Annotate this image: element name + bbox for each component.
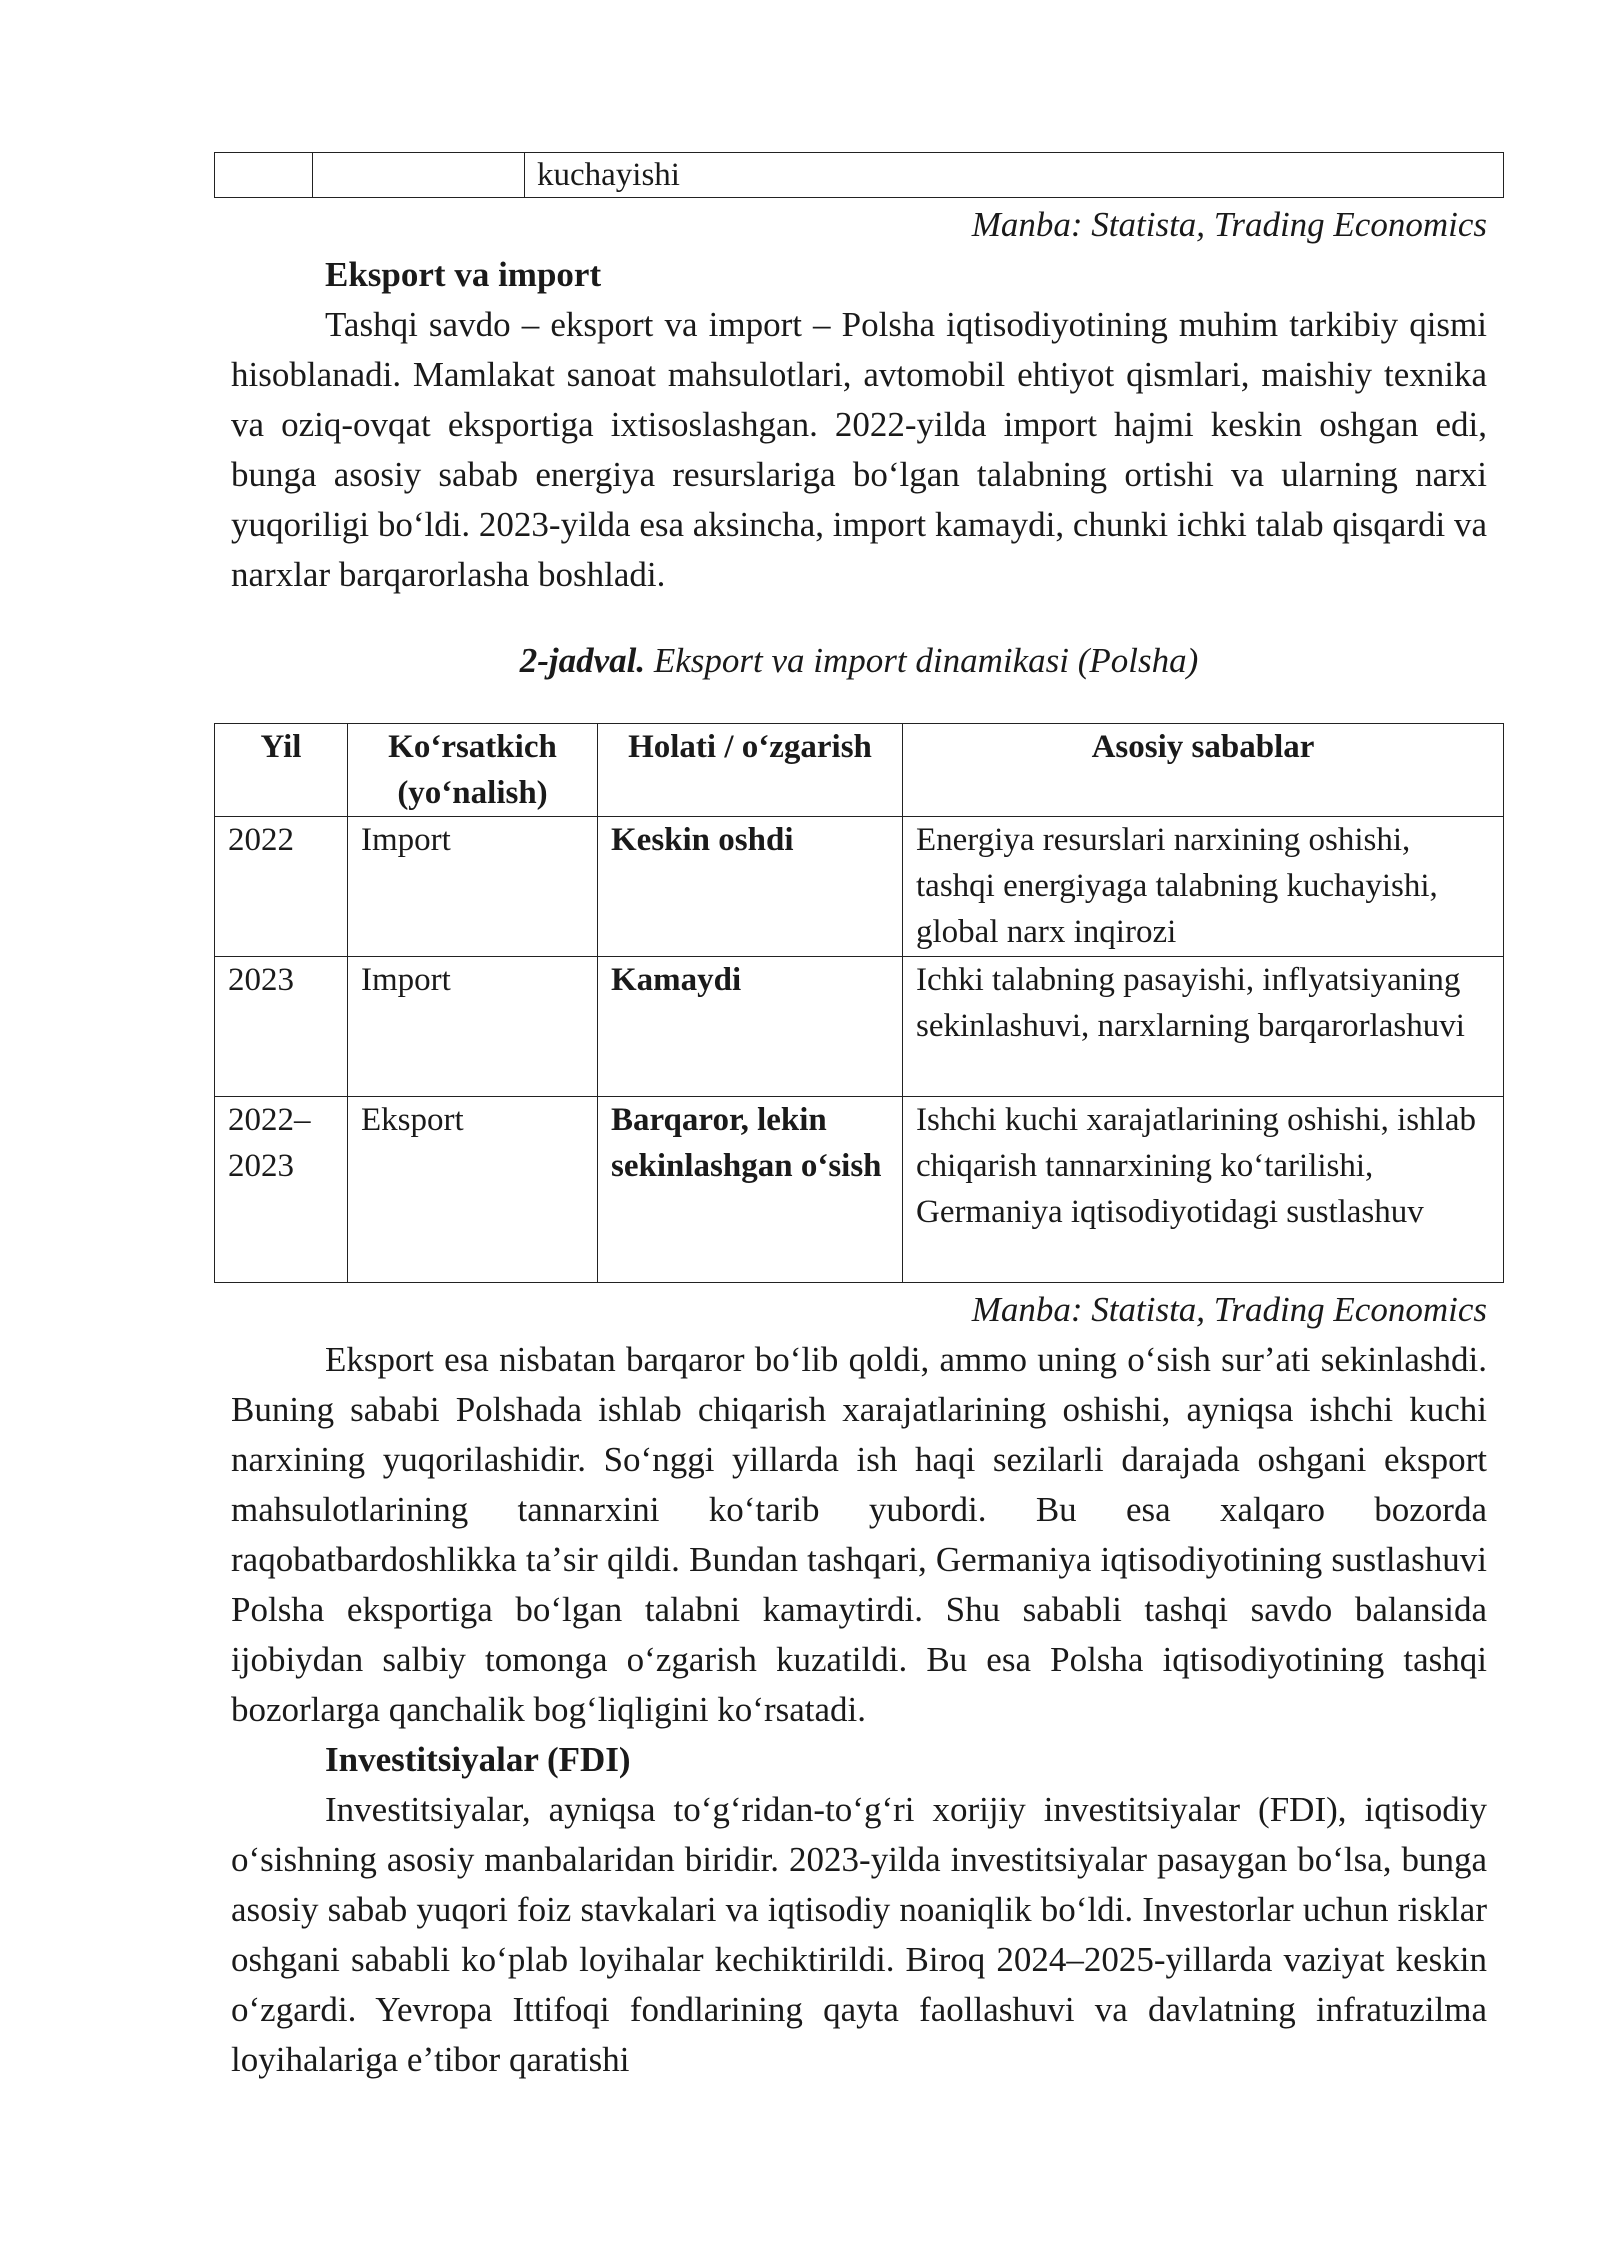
header-indicator: Koʻrsatkich (yoʻnalish): [348, 724, 598, 817]
paragraph-investments: Investitsiyalar, ayniqsa toʻgʻridan-toʻgʻri xorijiy investitsiyalar (FDI), iqtisodiy oʻsishning asosiy manbalaridan biridir. 2023-yilda investitsiyalar pasaygan boʻlsa, bunga asosiy sabab yuqori foiz stavkalari va iqtisodiy noaniqlik boʻldi. Investorlar uchun risklar oshgani sababli koʻplab loyihalar kechiktirildi. Biroq 2024–2025-yillarda vaziyat keskin oʻzgardi. Yevropa Ittifoqi fondlarining qayta faollashuvi va davlatning infratuzilma loyihalariga eʼtibor qaratishi: [231, 1790, 1487, 2079]
cell-year: 2022: [215, 817, 348, 957]
table-cell: [215, 153, 313, 198]
export-import-table: [214, 723, 1504, 1283]
table-caption-text: Eksport va import dinamikasi (Polsha): [645, 641, 1199, 680]
header-year: Yil: [215, 724, 348, 817]
table-caption-label: 2-jadval.: [519, 641, 646, 680]
table-header-row: [215, 724, 1504, 817]
paragraph-export-import: Tashqi savdo – eksport va import – Polsha iqtisodiyotining muhim tarkibiy qismi hisoblanadi. Mamlakat sanoat mahsulotlari, avtomobil ehtiyot qismlari, maishiy texnika va oziq-ovqat eksportiga ixtisoslashgan. 2022-yilda import hajmi keskin oshgan edi, bunga asosiy sabab energiya resurslariga boʻlgan talabning ortishi va ularning narxi yuqoriligi boʻldi. 2023-yilda esa aksincha, import kamaydi, chunki ichki talab qisqardi va narxlar barqarorlasha boshladi.: [231, 305, 1487, 594]
table-row: [215, 1097, 1504, 1283]
cell-year: 2022–2023: [215, 1097, 348, 1283]
cell-indicator: Import: [348, 817, 598, 957]
table-row: [215, 817, 1504, 957]
cell-indicator: Eksport: [348, 1097, 598, 1283]
section-heading-investments: Investitsiyalar (FDI): [325, 1740, 631, 1779]
header-status: Holati / oʻzgarish: [598, 724, 903, 817]
cell-status: Keskin oshdi: [598, 817, 903, 957]
table-caption: [231, 636, 1487, 686]
paragraph-export-analysis: Eksport esa nisbatan barqaror boʻlib qoldi, ammo uning oʻsish surʼati sekinlashdi. Buning sababi Polshada ishlab chiqarish xarajatlarining oshishi, ayniqsa ishchi kuchi narxining yuqorilashidir. Soʻnggi yillarda ish haqi sezilarli darajada oshgani eksport mahsulotlarining tannarxini koʻtarib yubordi. Bu esa xalqaro bozorda raqobatbardoshlikka taʼsir qildi. Bundan tashqari, Germaniya iqtisodiyotining sustlashuvi Polsha eksportiga boʻlgan talabni kamaytirdi. Shu sababli tashqi savdo balansida ijobiydan salbiy tomonga oʻzgarish kuzatildi. Bu esa Polsha iqtisodiyotining tashqi bozorlarga qanchalik bogʻliqligini koʻrsatadi.: [231, 1340, 1487, 1729]
cell-indicator: Import: [348, 957, 598, 1097]
table-row: [215, 957, 1504, 1097]
source-note: Manba: Statista, Trading Economics: [971, 205, 1487, 244]
cell-reasons: Ishchi kuchi xarajatlarining oshishi, ishlab chiqarish tannarxining koʻtarilishi, Germaniya iqtisodiyotidagi sustlashuv: [903, 1097, 1504, 1283]
section-heading-export-import: Eksport va import: [325, 255, 602, 294]
cell-reasons: Energiya resurslari narxining oshishi, tashqi energiyaga talabning kuchayishi, global narx inqirozi: [903, 817, 1504, 957]
continued-table: [214, 152, 1504, 198]
source-note: Manba: Statista, Trading Economics: [971, 1290, 1487, 1329]
cell-year: 2023: [215, 957, 348, 1097]
header-reasons: Asosiy sabablar: [903, 724, 1504, 817]
table-cell: [313, 153, 525, 198]
cell-status: Kamaydi: [598, 957, 903, 1097]
table-row: [215, 153, 1504, 198]
cell-status: Barqaror, lekin sekinlashgan oʻsish: [598, 1097, 903, 1283]
table-cell: kuchayishi: [525, 153, 1504, 198]
cell-reasons: Ichki talabning pasayishi, inflyatsiyaning sekinlashuvi, narxlarning barqarorlashuvi: [903, 957, 1504, 1097]
